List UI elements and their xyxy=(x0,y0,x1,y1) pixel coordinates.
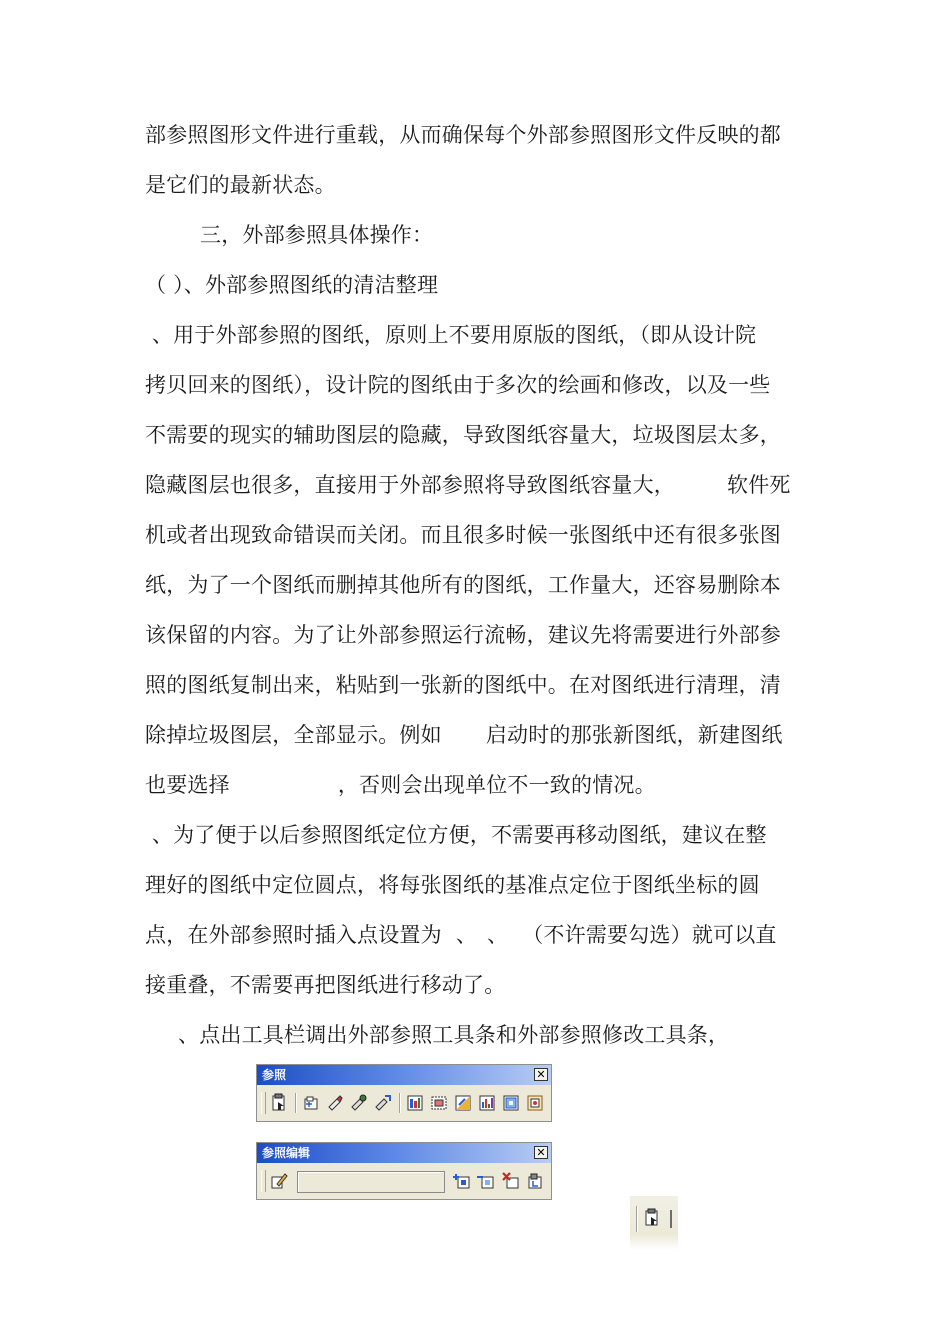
text-line: 该保留的内容。为了让外部参照运行流畅，建议先将需要进行外部参 xyxy=(145,623,781,647)
discard-changes-icon[interactable] xyxy=(501,1171,521,1191)
text-line: 部参照图形文件进行重载，从而确保每个外部参照图形文件反映的都 xyxy=(145,123,781,147)
text-segment: 软件死 xyxy=(727,473,791,497)
toolbar-grip[interactable] xyxy=(261,1092,266,1114)
text-line xyxy=(145,772,656,798)
external-reference-icon[interactable] xyxy=(269,1093,289,1113)
close-icon[interactable]: ✕ xyxy=(534,1146,548,1159)
text-segment: 、 xyxy=(455,923,478,947)
remove-from-working-set-icon[interactable] xyxy=(477,1171,497,1191)
partial-button-edge xyxy=(670,1210,680,1228)
image-frame-icon[interactable] xyxy=(525,1093,545,1113)
text-segment: 启动时的那张新图纸，新建图纸 xyxy=(485,723,783,747)
edit-reference-icon[interactable] xyxy=(269,1171,289,1191)
text-line: 纸，为了一个图纸而删掉其他所有的图纸，工作量大，还容易删除本 xyxy=(145,573,781,597)
image-quality-icon[interactable] xyxy=(477,1093,497,1113)
text-line: 接重叠，不需要再把图纸进行移动了。 xyxy=(145,973,506,997)
external-reference-icon[interactable] xyxy=(642,1208,662,1228)
text-line: 、为了便于以后参照图纸定位方便，不需要再移动图纸，建议在整 xyxy=(145,823,767,847)
text-line: 拷贝回来的图纸），设计院的图纸由于多次的绘画和修改，以及一些 xyxy=(145,373,771,397)
text-line xyxy=(145,722,783,748)
text-segment: （不许需要勾选）就可以直 xyxy=(522,923,777,947)
text-line: 、点出工具栏调出外部参照工具条和外部参照修改工具条， xyxy=(178,1023,730,1047)
xref-frame-icon[interactable] xyxy=(349,1093,369,1113)
xref-frame-alt-icon[interactable] xyxy=(373,1093,393,1113)
reference-name-field[interactable] xyxy=(297,1171,445,1193)
section-heading: 三，外部参照具体操作： xyxy=(200,223,434,247)
toolbar-title: 参照 xyxy=(262,1068,287,1082)
text-line: 理好的图纸中定位圆点，将每张图纸的基准点定位于图纸坐标的圆 xyxy=(145,873,760,897)
close-icon[interactable]: ✕ xyxy=(534,1068,548,1081)
image-adjust-icon[interactable] xyxy=(453,1093,473,1113)
text-line: 不需要的现实的辅助图层的隐藏，导致图纸容量大，垃圾图层太多， xyxy=(145,423,781,447)
toolbar-fragment xyxy=(630,1196,678,1250)
text-segment: 除掉垃圾图层，全部显示。例如 xyxy=(145,723,442,747)
text-line xyxy=(145,922,777,948)
text-line: 是它们的最新状态。 xyxy=(145,173,336,197)
text-segment: ，否则会出现单位不一致的情况。 xyxy=(337,773,656,797)
toolbar-title-bar[interactable] xyxy=(257,1065,551,1085)
text-segment: 也要选择 xyxy=(145,773,230,797)
save-back-changes-icon[interactable] xyxy=(525,1171,545,1191)
text-segment: 点，在外部参照时插入点设置为 xyxy=(145,923,442,947)
clip-xref-icon[interactable] xyxy=(325,1093,345,1113)
toolbar-title-bar[interactable] xyxy=(257,1143,551,1163)
text-line: 、用于外部参照的图纸，原则上不要用原版的图纸，（即从设计院 xyxy=(145,323,757,347)
text-line: 照的图纸复制出来，粘贴到一张新的图纸中。在对图纸进行清理，清 xyxy=(145,673,781,697)
text-line xyxy=(145,472,791,498)
reference-toolbar xyxy=(256,1064,552,1122)
attach-image-icon[interactable] xyxy=(405,1093,425,1113)
toolbar-title: 参照编辑 xyxy=(262,1146,311,1160)
refedit-toolbar xyxy=(256,1142,552,1200)
text-segment: 隐藏图层也很多，直接用于外部参照将导致图纸容量大， xyxy=(145,473,675,497)
subsection-heading: （ ）、外部参照图纸的清洁整理 xyxy=(145,273,439,297)
text-segment: 、 xyxy=(487,923,509,947)
attach-xref-icon[interactable] xyxy=(301,1093,321,1113)
text-line: 机或者出现致命错误而关闭。而且很多时候一张图纸中还有很多张图 xyxy=(145,523,781,547)
toolbar-grip[interactable] xyxy=(261,1170,266,1192)
add-to-working-set-icon[interactable] xyxy=(453,1171,473,1191)
image-transparency-icon[interactable] xyxy=(501,1093,521,1113)
image-clip-icon[interactable] xyxy=(429,1093,449,1113)
